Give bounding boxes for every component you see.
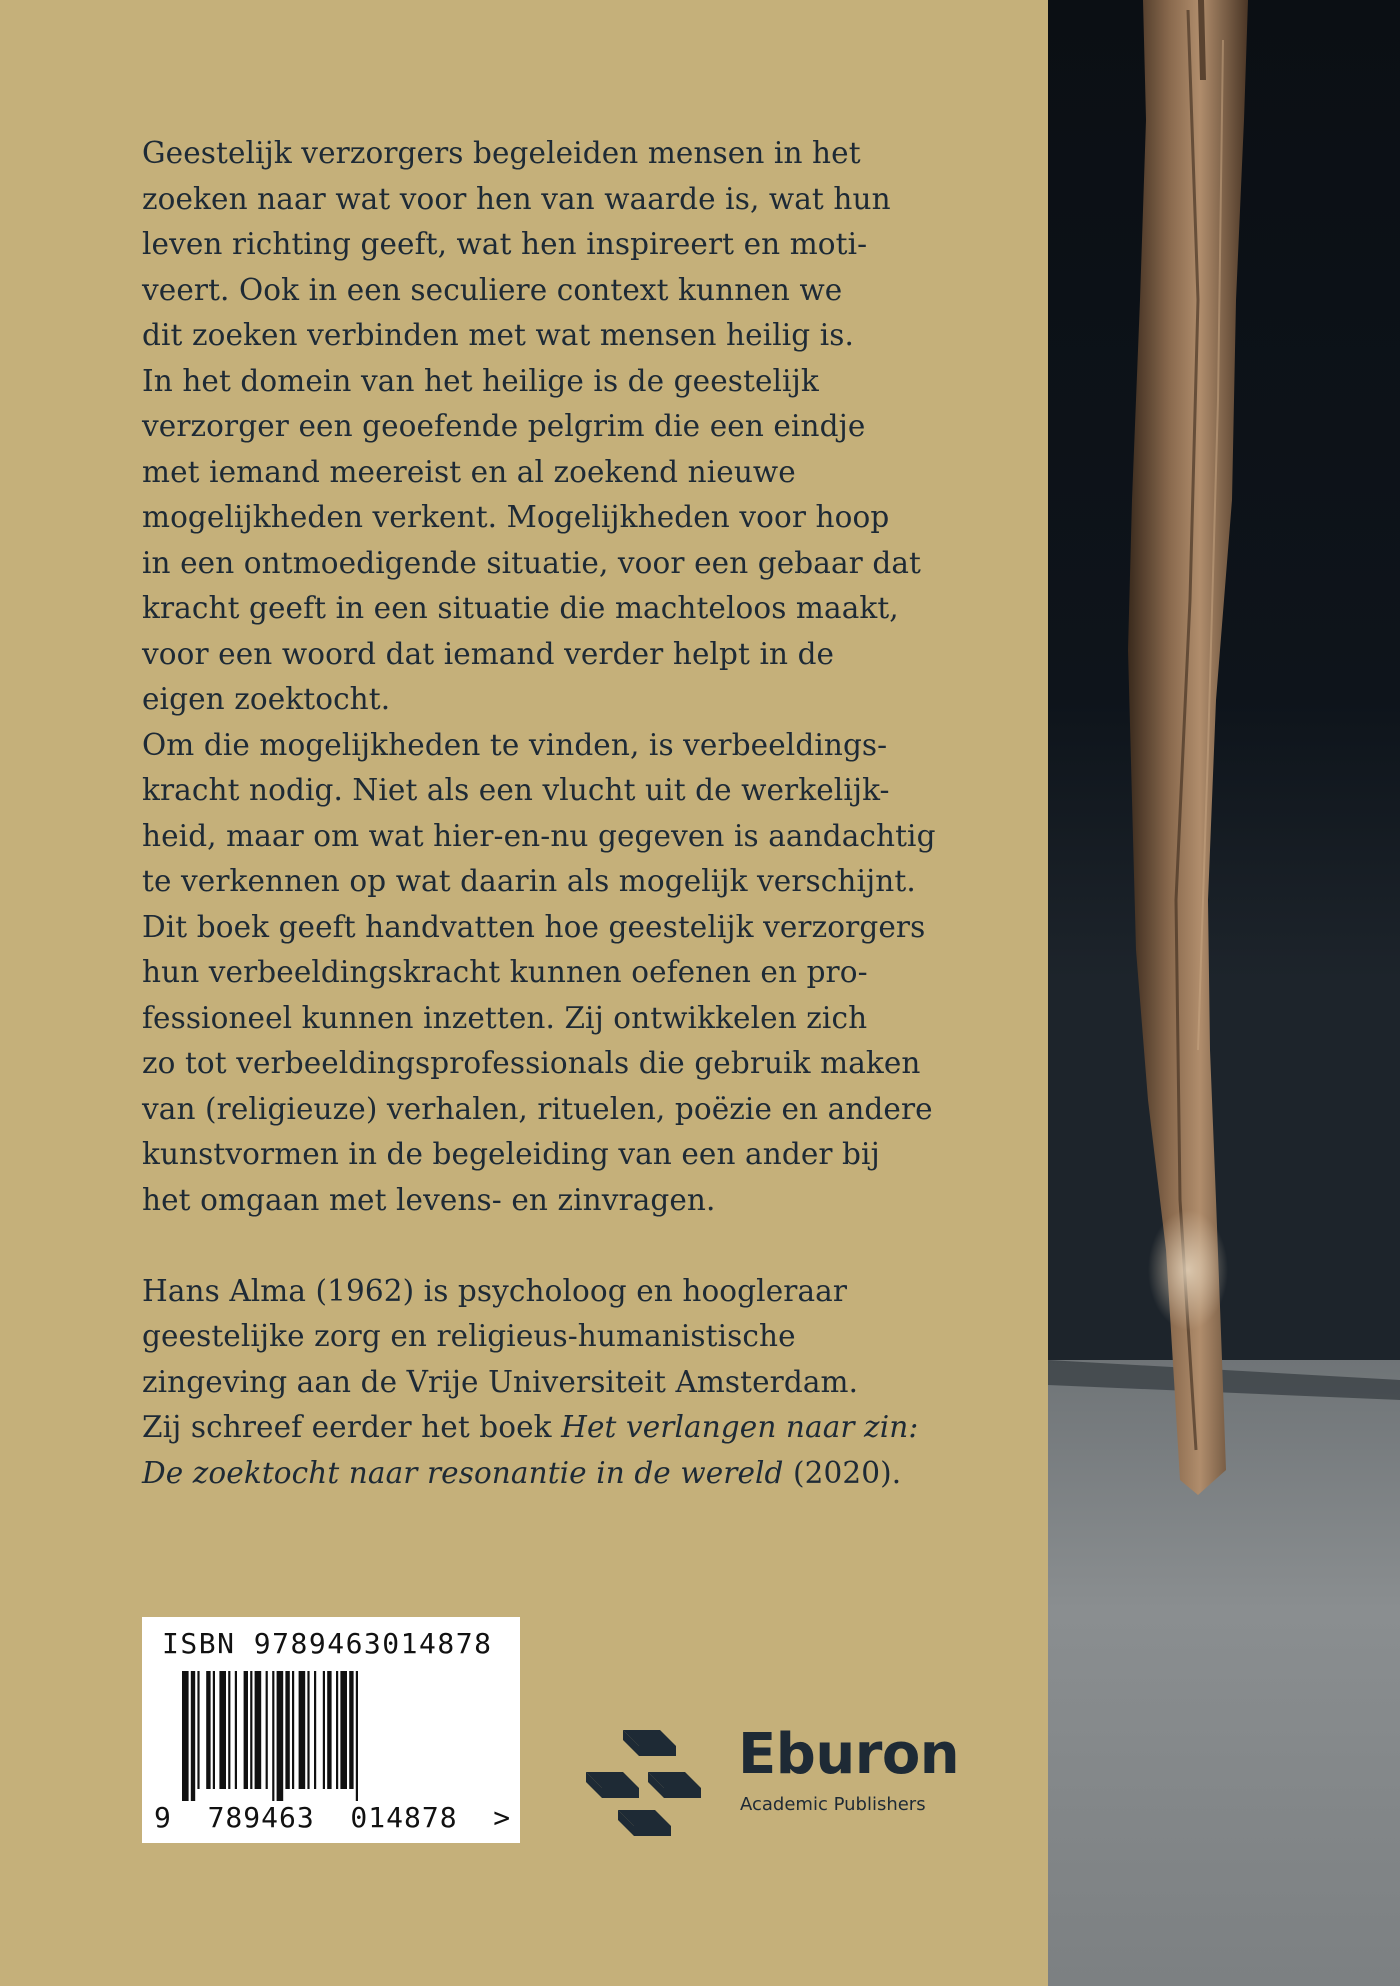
barcode-bar [327, 1671, 331, 1789]
barcode-bar [213, 1671, 215, 1789]
blurb-line: Om die mogelijkheden te vinden, is verbeeldings- [142, 727, 888, 762]
barcode-bar [285, 1671, 289, 1789]
blurb-line: dit zoeken verbinden met wat mensen heilig is. [142, 318, 854, 352]
blurb-line: heid, maar om wat hier-en-nu gegeven is aandachtig [142, 818, 936, 853]
blurb-line: in een ontmoedigende situatie, voor een gebaar dat [142, 545, 921, 580]
author-bio-text: (2020). [783, 1455, 902, 1490]
blurb-line: fessioneel kunnen inzetten. Zij ontwikkelen zich [142, 1000, 868, 1035]
barcode-bar [349, 1671, 353, 1789]
blurb-line: van (religieuze) verhalen, rituelen, poëzie en andere [142, 1091, 933, 1126]
barcode-bar [250, 1671, 252, 1789]
eburon-books-icon [578, 1722, 728, 1842]
wooden-pole-photo [1048, 0, 1400, 1986]
author-bio-line: Hans Alma (1962) is psycholoog en hoogleraar [142, 1273, 848, 1308]
author-bio-line: geestelijke zorg en religieus-humanistische [142, 1319, 796, 1353]
barcode-bar [219, 1671, 226, 1789]
blurb-line: het omgaan met levens- en zinvragen. [142, 1182, 716, 1217]
blurb-line: hun verbeeldingskracht kunnen oefenen en pro- [142, 955, 868, 989]
author-bio-line [142, 1405, 1022, 1451]
barcode-bar [314, 1671, 316, 1789]
blurb-line: te verkennen op wat daarin als mogelijk verschijnt. [142, 864, 916, 898]
barcode-bar [307, 1671, 309, 1789]
barcode-bar [206, 1671, 210, 1789]
blurb-line: kunstvormen in de begeleiding van een ander bij [142, 1137, 880, 1171]
barcode-bars [182, 1671, 502, 1801]
blurb-line: Geestelijk verzorgers begeleiden mensen in het [142, 136, 861, 170]
book-title-part1: Het verlangen naar zin: [561, 1410, 919, 1444]
cover-photo [1048, 0, 1400, 1986]
blurb-line: leven richting geeft, wat hen inspireert en moti- [142, 227, 868, 261]
barcode-bar [255, 1671, 262, 1789]
publisher-subtitle: Academic Publishers [740, 1794, 926, 1815]
barcode-digits: 9 789463 014878 > [154, 1801, 512, 1834]
blurb-line: veert. Ook in een seculiere context kunnen we [142, 272, 843, 307]
publisher-name: Eburon [738, 1722, 960, 1787]
barcode-bar [272, 1671, 274, 1801]
blurb-line: In het domein van het heilige is de geestelijk [142, 363, 819, 398]
barcode-bar [299, 1671, 306, 1789]
barcode-bar [356, 1671, 358, 1801]
blurb-line: mogelijkheden verkent. Mogelijkheden voor hoop [142, 500, 890, 534]
blurb-line: zo tot verbeeldingsprofessionals die gebruik maken [142, 1046, 921, 1080]
blurb-line: Dit boek geeft handvatten hoe geestelijk verzorgers [142, 909, 926, 944]
author-bio-text: Zij schreef eerder het boek [142, 1410, 562, 1444]
barcode-bar [277, 1671, 284, 1801]
book-title-part2: De zoektocht naar resonantie in de wereld [142, 1455, 784, 1490]
blurb-line: eigen zoektocht. [142, 682, 391, 716]
blurb-line: kracht geeft in een situatie die machteloos maakt, [142, 591, 899, 625]
barcode-bar [235, 1671, 237, 1789]
barcode-bar [323, 1671, 325, 1789]
barcode-bar [266, 1671, 268, 1789]
barcode-bar [228, 1671, 230, 1789]
barcode-bar [292, 1671, 294, 1789]
barcode-bar [336, 1671, 338, 1789]
author-bio-line: zingeving aan de Vrije Universiteit Amsterdam. [142, 1364, 859, 1399]
isbn-label: ISBN 9789463014878 [162, 1627, 493, 1660]
publisher-logo [578, 1722, 978, 1842]
blurb-text [142, 131, 1022, 1496]
blurb-line: kracht nodig. Niet als een vlucht uit de werkelijk- [142, 773, 890, 807]
barcode-bar [197, 1671, 199, 1789]
blurb-line: voor een woord dat iemand verder helpt in de [142, 636, 835, 671]
paragraph-gap [142, 1223, 1022, 1269]
barcode-bar [182, 1671, 189, 1801]
barcode-bar [244, 1671, 248, 1789]
blurb-line: verzorger een geoefende pelgrim die een eindje [142, 409, 866, 443]
blurb-line: met iemand meereist en al zoekend nieuwe [142, 454, 796, 489]
author-bio-line [142, 1451, 1022, 1497]
barcode-bar [191, 1671, 195, 1801]
blurb-line: zoeken naar wat voor hen van waarde is, wat hun [142, 181, 891, 216]
isbn-barcode [142, 1617, 520, 1843]
barcode-bar [340, 1671, 347, 1789]
